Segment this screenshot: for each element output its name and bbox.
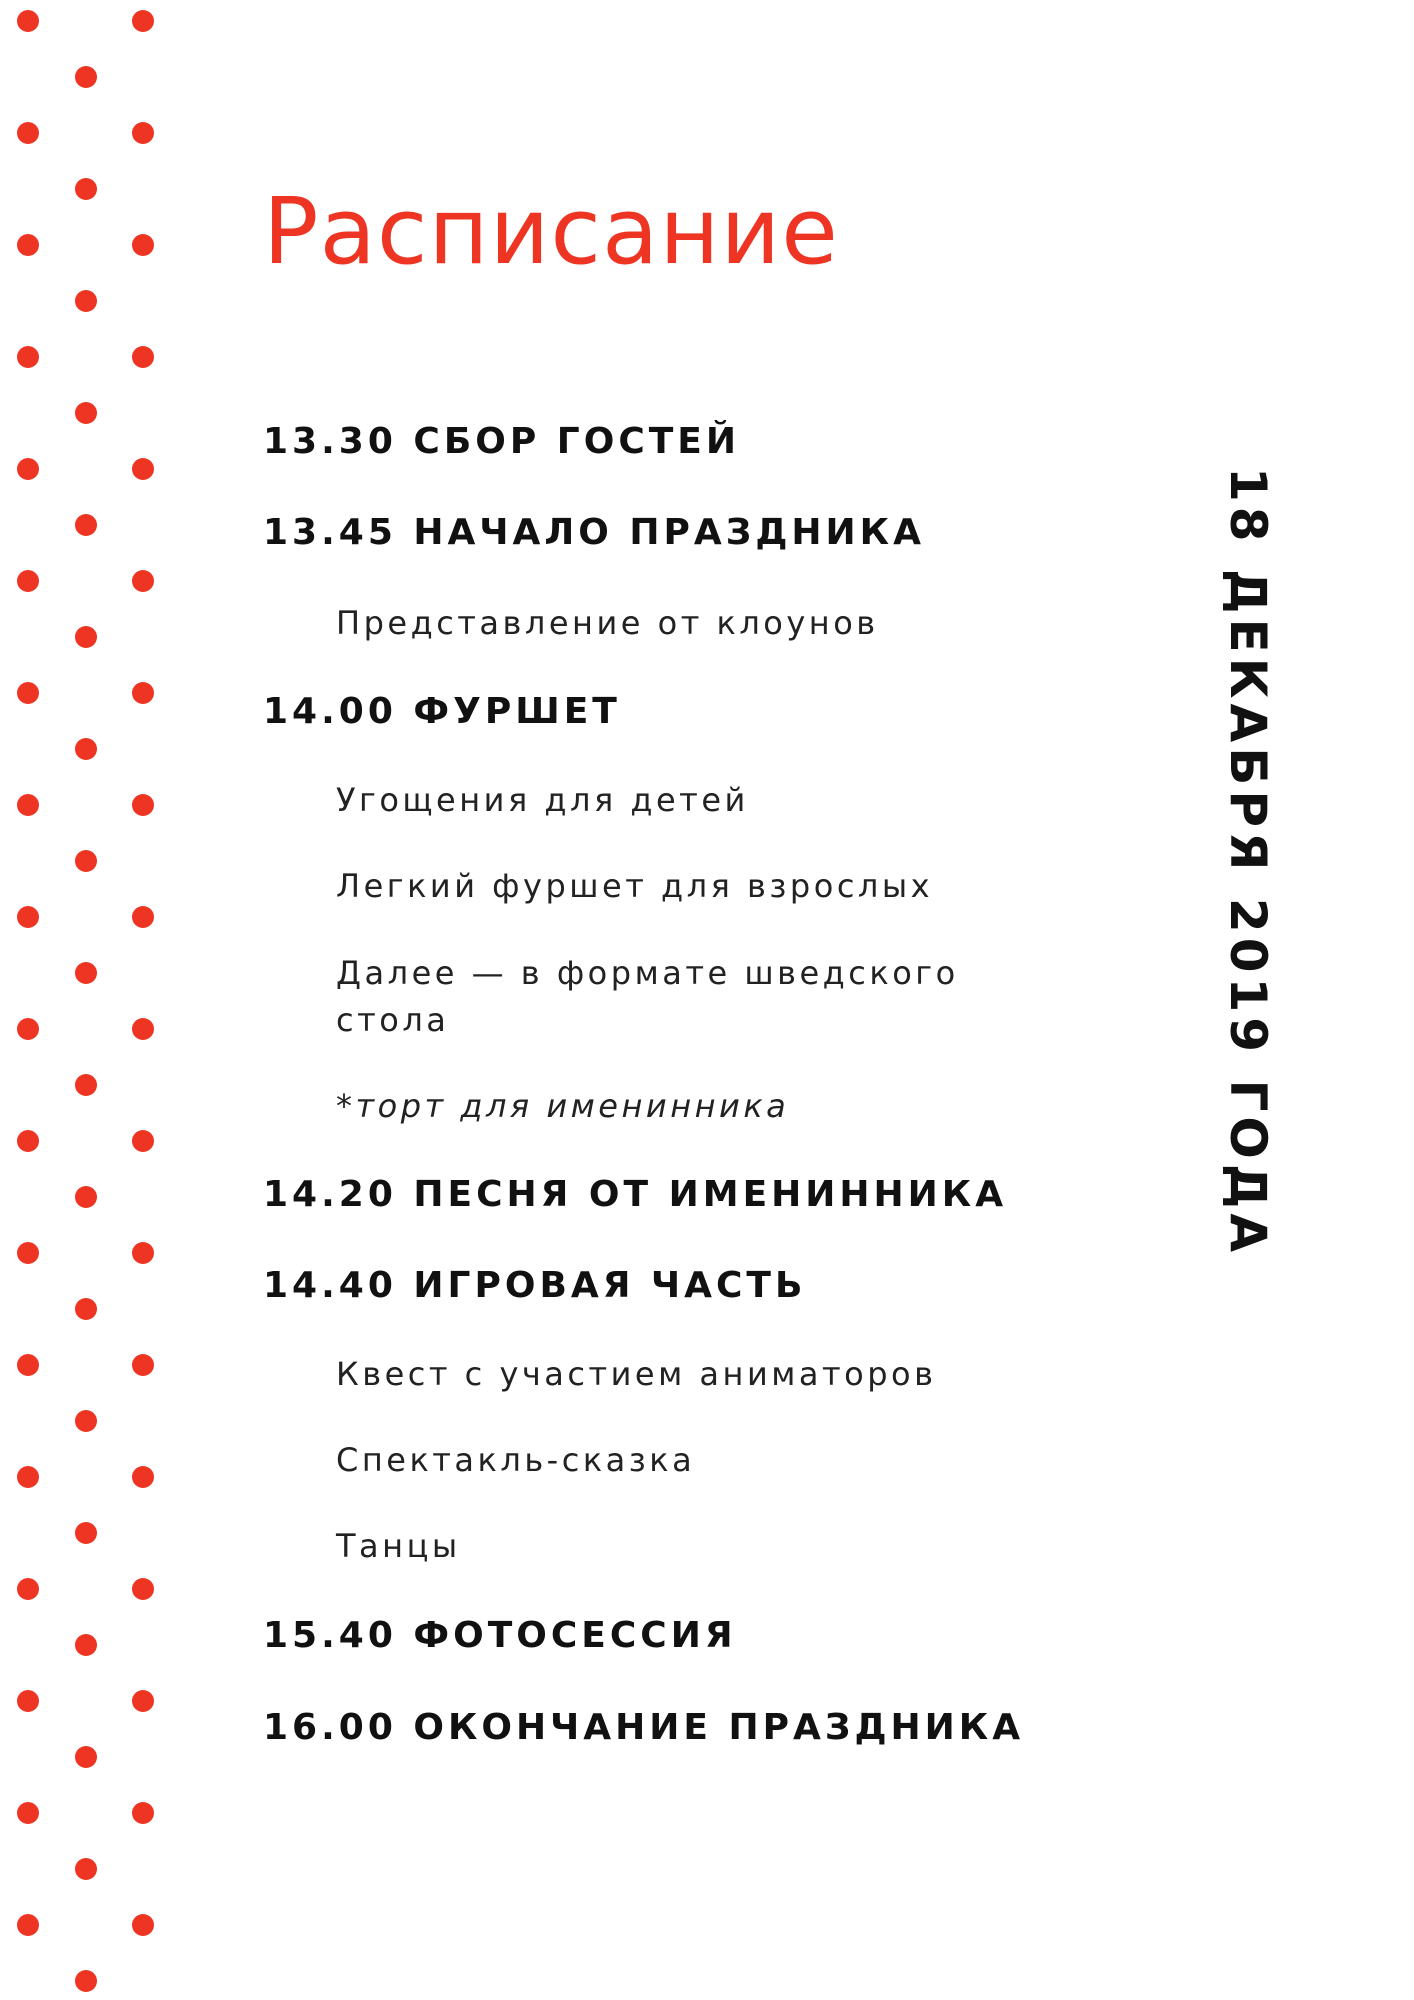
red-dot: [132, 1802, 154, 1824]
red-dot: [132, 1242, 154, 1264]
red-dot: [132, 458, 154, 480]
red-dot: [132, 10, 154, 32]
red-dot: [17, 10, 39, 32]
red-dot: [132, 1690, 154, 1712]
schedule-detail: Далее — в формате шведского: [336, 954, 959, 992]
schedule-heading: 14.40 ИГРОВАЯ ЧАСТЬ: [263, 1265, 807, 1306]
red-dot: [17, 122, 39, 144]
red-dot: [132, 1130, 154, 1152]
red-dot: [17, 1578, 39, 1600]
red-dot: [17, 1914, 39, 1936]
red-dot: [75, 1298, 97, 1320]
red-dot: [75, 962, 97, 984]
schedule-note: *торт для именинника: [336, 1087, 790, 1125]
red-dot: [17, 1690, 39, 1712]
red-dot: [132, 906, 154, 928]
red-dot: [132, 1914, 154, 1936]
red-dot: [17, 346, 39, 368]
schedule-heading: 14.00 ФУРШЕТ: [263, 691, 621, 732]
red-dot: [17, 570, 39, 592]
red-dot: [132, 570, 154, 592]
schedule-detail: стола: [336, 1001, 450, 1039]
red-dot: [75, 1186, 97, 1208]
red-dot: [75, 850, 97, 872]
red-dot: [17, 1242, 39, 1264]
schedule-heading: 13.30 СБОР ГОСТЕЙ: [263, 421, 741, 462]
red-dot: [75, 1970, 97, 1992]
red-dot: [75, 738, 97, 760]
red-dot: [75, 1746, 97, 1768]
red-dot: [75, 178, 97, 200]
red-dot: [75, 1634, 97, 1656]
red-dot: [75, 66, 97, 88]
polka-dot-decoration: [0, 0, 170, 2000]
schedule-heading: 16.00 ОКОНЧАНИЕ ПРАЗДНИКА: [263, 1707, 1025, 1748]
red-dot: [132, 1466, 154, 1488]
red-dot: [17, 906, 39, 928]
red-dot: [17, 1130, 39, 1152]
red-dot: [17, 1018, 39, 1040]
event-date: 18 ДЕКАБРЯ 2019 ГОДА: [1219, 467, 1277, 1258]
red-dot: [75, 626, 97, 648]
red-dot: [17, 1466, 39, 1488]
red-dot: [132, 346, 154, 368]
red-dot: [132, 234, 154, 256]
schedule-detail: Танцы: [336, 1527, 461, 1565]
red-dot: [132, 1018, 154, 1040]
red-dot: [17, 234, 39, 256]
red-dot: [75, 1858, 97, 1880]
red-dot: [75, 1522, 97, 1544]
red-dot: [17, 1802, 39, 1824]
red-dot: [132, 122, 154, 144]
schedule-detail: Спектакль-сказка: [336, 1441, 696, 1479]
red-dot: [75, 514, 97, 536]
red-dot: [75, 1410, 97, 1432]
schedule-heading: 15.40 ФОТОСЕССИЯ: [263, 1615, 737, 1656]
red-dot: [132, 1354, 154, 1376]
schedule-detail: Легкий фуршет для взрослых: [336, 867, 934, 905]
red-dot: [17, 794, 39, 816]
schedule-heading: 13.45 НАЧАЛО ПРАЗДНИКА: [263, 512, 925, 553]
schedule-detail: Квест с участием аниматоров: [336, 1355, 937, 1393]
red-dot: [17, 458, 39, 480]
page-title: Расписание: [263, 178, 839, 285]
red-dot: [75, 290, 97, 312]
schedule-heading: 14.20 ПЕСНЯ ОТ ИМЕНИННИКА: [263, 1174, 1008, 1215]
red-dot: [17, 682, 39, 704]
red-dot: [132, 794, 154, 816]
red-dot: [75, 402, 97, 424]
red-dot: [132, 682, 154, 704]
red-dot: [132, 1578, 154, 1600]
schedule-detail: Представление от клоунов: [336, 604, 879, 642]
red-dot: [75, 1074, 97, 1096]
red-dot: [17, 1354, 39, 1376]
schedule-detail: Угощения для детей: [336, 781, 749, 819]
